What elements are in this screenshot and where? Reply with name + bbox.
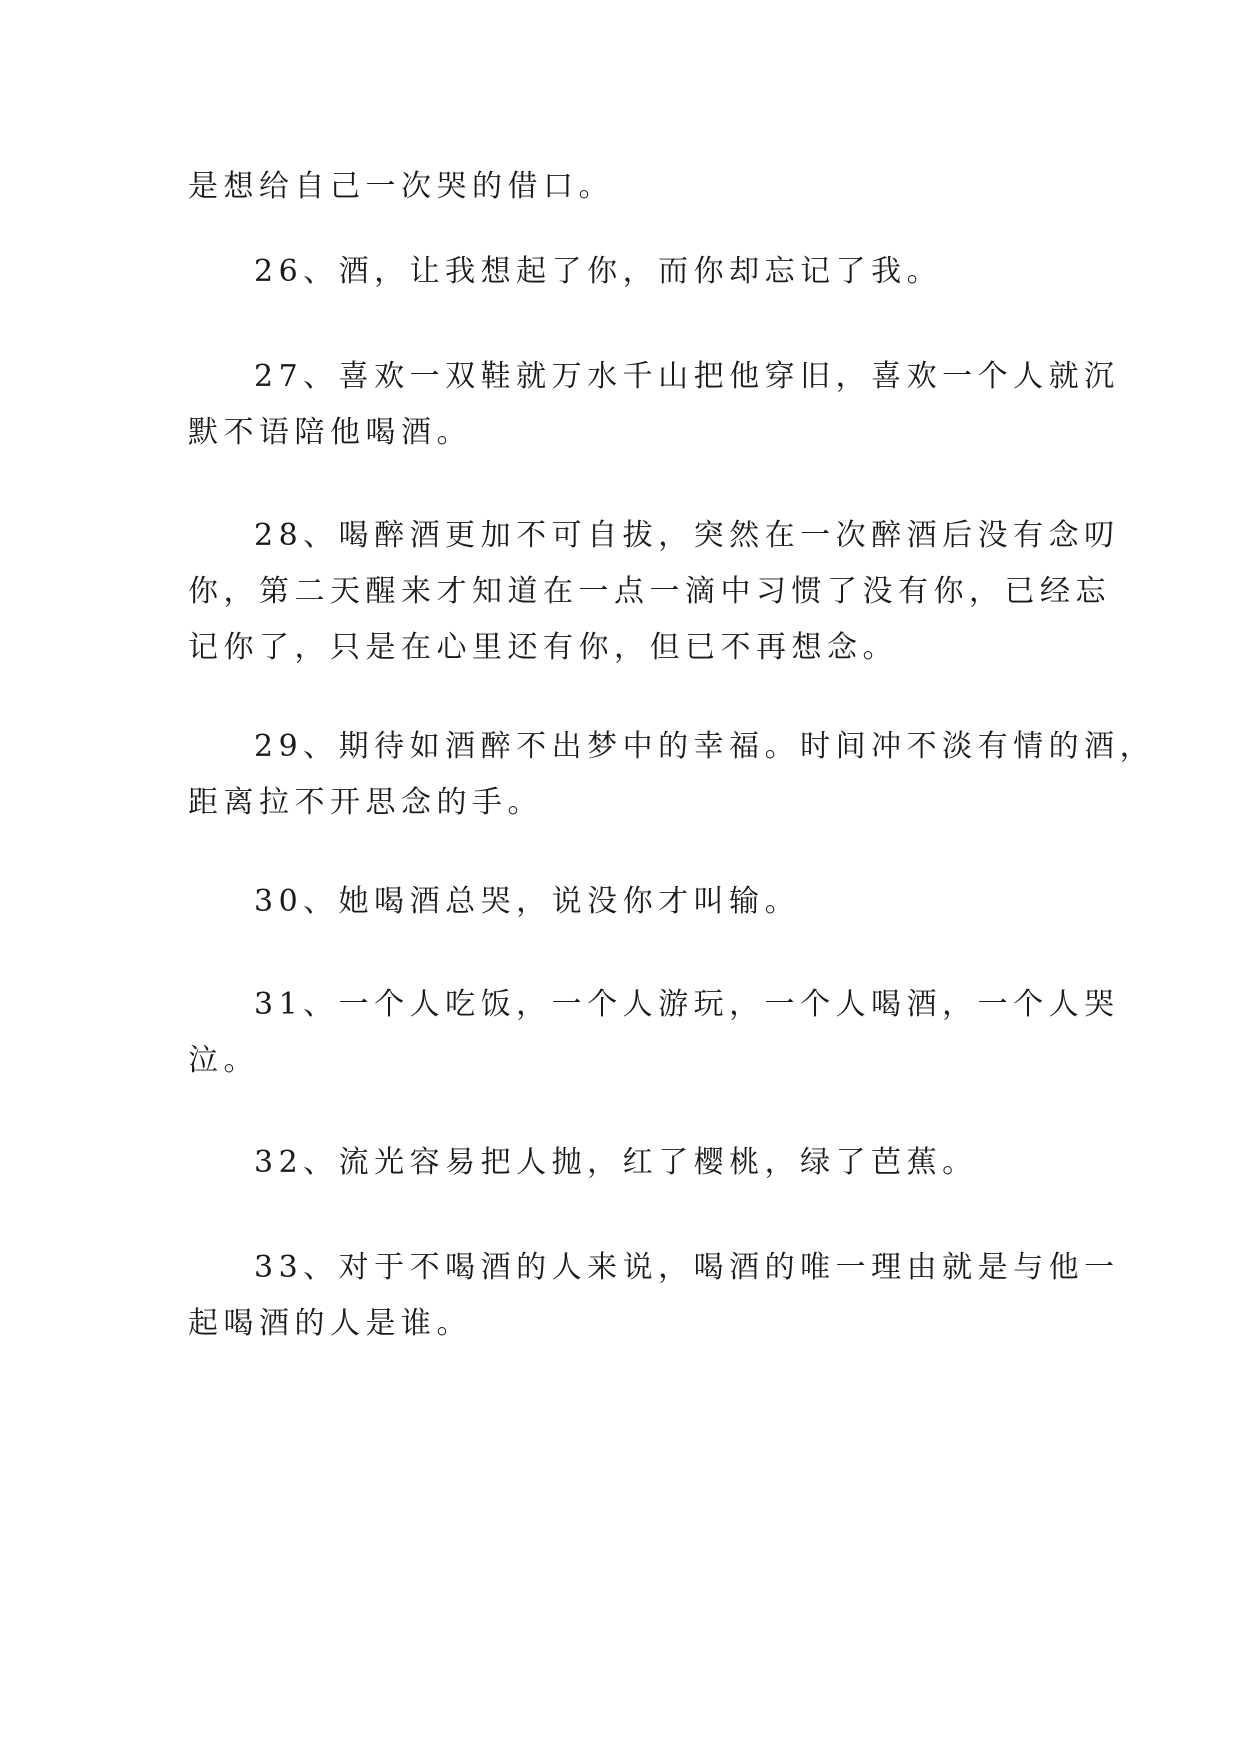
paragraph-continuation xyxy=(188,159,1058,215)
text-line: 30、她喝酒总哭，说没你才叫输。 xyxy=(254,884,801,919)
text-line: 32、流光容易把人抛，红了樱桃，绿了芭蕉。 xyxy=(254,1145,978,1180)
text-line: 默不语陪他喝酒。 xyxy=(188,415,472,450)
paragraph-27 xyxy=(188,349,1120,461)
paragraph-29 xyxy=(188,719,1156,831)
text-line: 距离拉不开思念的手。 xyxy=(188,785,543,820)
text-line: 26、酒，让我想起了你，而你却忘记了我。 xyxy=(254,254,943,289)
text-line: 泣。 xyxy=(188,1043,259,1078)
paragraph-28 xyxy=(188,508,1120,676)
text-line: 29、期待如酒醉不出梦中的幸福。时间冲不淡有情的酒， xyxy=(254,729,1156,764)
text-line: 33、对于不喝酒的人来说，喝酒的唯一理由就是与他一 xyxy=(254,1250,1120,1285)
paragraph-30 xyxy=(188,874,1058,930)
text-line: 是想给自己一次哭的借口。 xyxy=(188,169,614,204)
text-line: 31、一个人吃饭，一个人游玩，一个人喝酒，一个人哭 xyxy=(254,987,1120,1022)
text-line: 记你了，只是在心里还有你，但已不再想念。 xyxy=(188,630,898,665)
paragraph-31 xyxy=(188,977,1120,1089)
text-line: 起喝酒的人是谁。 xyxy=(188,1306,472,1341)
paragraph-26 xyxy=(188,244,1058,300)
text-line: 27、喜欢一双鞋就万水千山把他穿旧，喜欢一个人就沉 xyxy=(254,359,1120,394)
text-line: 28、喝醉酒更加不可自拔，突然在一次醉酒后没有念叨 xyxy=(254,518,1120,553)
paragraph-32 xyxy=(188,1135,1058,1191)
text-line: 你，第二天醒来才知道在一点一滴中习惯了没有你，已经忘 xyxy=(188,574,1111,609)
paragraph-33 xyxy=(188,1240,1120,1352)
